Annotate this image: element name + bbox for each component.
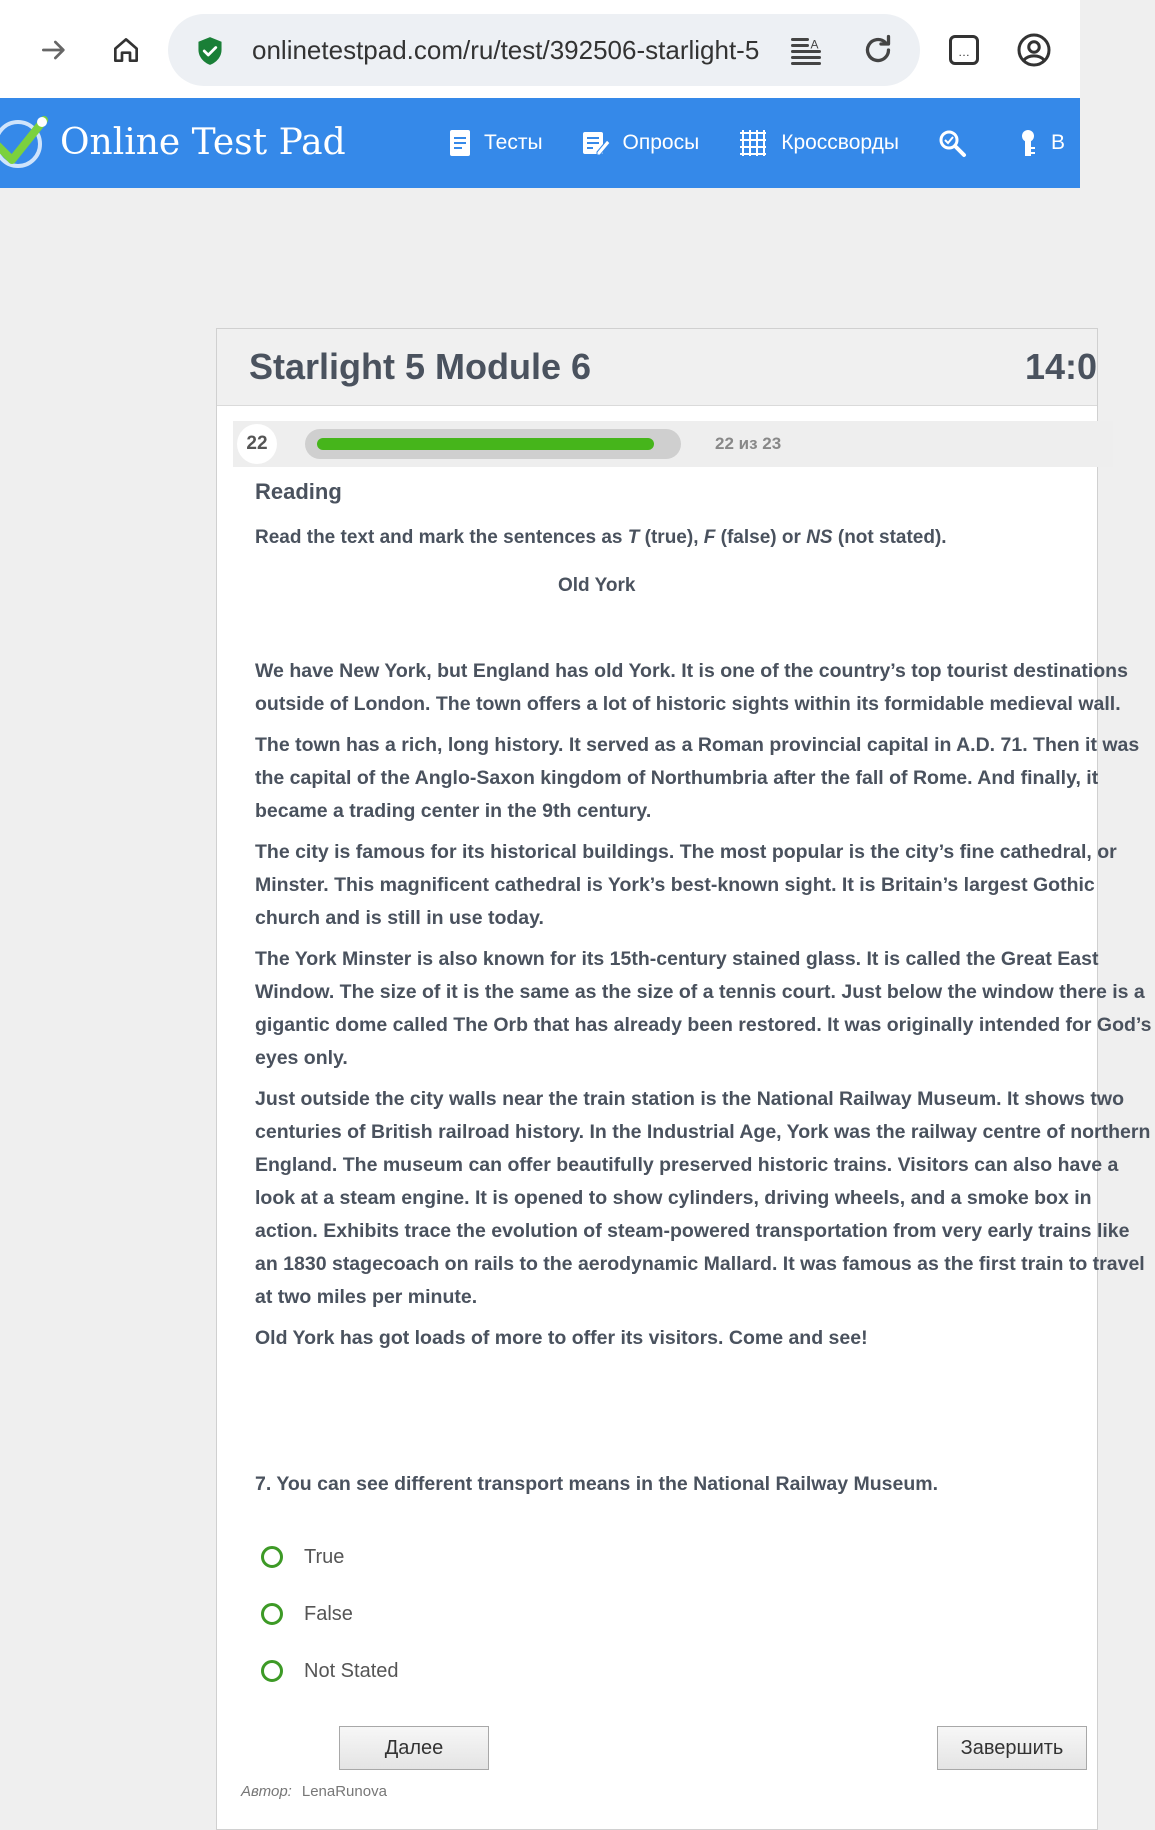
question-content — [255, 479, 1152, 1363]
radio-button[interactable] — [261, 1603, 283, 1625]
instruction-ns: NS — [806, 527, 833, 548]
author-label: Автор: — [241, 1783, 292, 1800]
text-paragraph: We have New York, but England has old York. It is one of the country’s top tourist destinations outside of London. The town offers a lot of historic sights within its formidable medieval wall. — [255, 660, 1128, 715]
option-true[interactable] — [261, 1542, 344, 1572]
crossword-icon — [737, 128, 769, 158]
option-label[interactable]: False — [304, 1602, 353, 1625]
svg-text:A: A — [810, 37, 819, 52]
author-line — [241, 1783, 387, 1800]
nav-label: В — [1050, 131, 1065, 154]
nav-label: Опросы — [622, 131, 700, 154]
section-title: Reading — [255, 479, 342, 504]
site-name[interactable]: Online Test Pad — [60, 122, 346, 163]
text-title: Old York — [558, 575, 636, 596]
tab-count: … — [958, 45, 970, 59]
finish-button[interactable]: Завершить — [937, 1726, 1087, 1770]
home-icon[interactable] — [98, 22, 154, 78]
next-button[interactable]: Далее — [339, 1726, 489, 1770]
progress-count: 22 из 23 — [715, 434, 782, 453]
question-number-badge: 22 — [237, 424, 277, 464]
option-label[interactable]: True — [304, 1545, 345, 1568]
instruction-f-desc: (false) or — [715, 527, 807, 548]
nav-item-tests[interactable] — [448, 128, 543, 158]
option-not-stated[interactable] — [261, 1656, 399, 1686]
reload-icon[interactable] — [860, 32, 896, 73]
forward-arrow-icon[interactable] — [26, 22, 82, 78]
nav-label: Кроссворды — [781, 131, 899, 154]
test-doc-icon — [448, 128, 472, 158]
text-paragraph: Just outside the city walls near the train station is the National Railway Museum. It shows two centuries of British railroad history. In the Industrial Age, York was the railway centre of northern England. The museum can offer beautifully preserved historic trains. Visitors can also have a look at a steam engine. It is opened to show cylinders, driving wheels, and a smoke box in action. Exhibits trace the evolution of steam-powered transportation from very early trains like an 1830 stagecoach on rails to the aerodynamic Mallard. It was famous as the first train to travel at two miles per minute. — [255, 1088, 1151, 1308]
instruction-text: Read the text and mark the sentences as — [255, 527, 628, 548]
shield-check-icon[interactable] — [196, 36, 224, 71]
site-header — [0, 98, 1080, 188]
instruction-ns-desc: (not stated). — [832, 527, 947, 548]
question-text: 7. You can see different transport means in the National Railway Museum. — [255, 1473, 939, 1495]
instruction-f: F — [703, 527, 716, 548]
author-name[interactable]: LenaRunova — [301, 1783, 387, 1800]
text-paragraph: The town has a rich, long history. It served as a Roman provincial capital in A.D. 71. Then it was the capital of the Anglo-Saxon kingdom of Northumbria after the fall of Rome. And finally, it became a trading center in the 9th century. — [255, 734, 1140, 822]
instruction-t-desc: (true), — [639, 527, 704, 548]
search-tool-icon — [937, 128, 967, 158]
test-card — [216, 328, 1152, 1830]
text-paragraph: The York Minster is also known for its 15th-century stained glass. It is called the Great East Window. The size of it is the same as the size of a tennis court. Just below the window there is a gigantic dome called The Orb that has already been restored. It was originally intended for God’s eyes only. — [255, 948, 1152, 1069]
nav-item-crosswords[interactable] — [737, 128, 899, 158]
logo-icon[interactable] — [0, 108, 54, 183]
progress-row — [233, 421, 1113, 467]
progress-bar — [305, 429, 681, 459]
reader-mode-icon[interactable] — [788, 32, 824, 73]
nav-label: Тесты — [484, 131, 543, 154]
main-nav — [448, 98, 1103, 188]
instruction-t: T — [627, 527, 640, 548]
timer: 14:0 — [1025, 346, 1098, 387]
instruction — [255, 527, 1097, 549]
nav-item-surveys[interactable] — [581, 128, 700, 158]
option-label[interactable]: Not Stated — [304, 1659, 399, 1682]
text-paragraph: Old York has got loads of more to offer its visitors. Come and see! — [255, 1327, 868, 1349]
nav-item-login[interactable] — [1017, 128, 1065, 158]
tabs-icon[interactable] — [936, 22, 992, 78]
radio-button[interactable] — [261, 1546, 283, 1568]
progress-bar-fill — [317, 438, 654, 450]
account-icon[interactable] — [1006, 22, 1062, 78]
option-false[interactable] — [261, 1599, 353, 1629]
browser-toolbar — [0, 0, 1080, 99]
address-bar[interactable] — [168, 14, 920, 86]
radio-button[interactable] — [261, 1660, 283, 1682]
nav-item-search-tool[interactable] — [937, 128, 979, 158]
test-title: Starlight 5 Module 6 — [249, 346, 592, 387]
text-paragraph: The city is famous for its historical buildings. The most popular is the city’s fine cathedral, or Minster. This magnificent cathedral is York’s best-known sight. It is Britain’s largest Gothic church and is still in use today. — [255, 841, 1117, 929]
url-text[interactable]: onlinetestpad.com/ru/test/392506-starlight-5 — [252, 35, 760, 65]
survey-icon — [581, 128, 611, 158]
login-icon — [1017, 128, 1039, 158]
test-header — [217, 329, 1097, 406]
